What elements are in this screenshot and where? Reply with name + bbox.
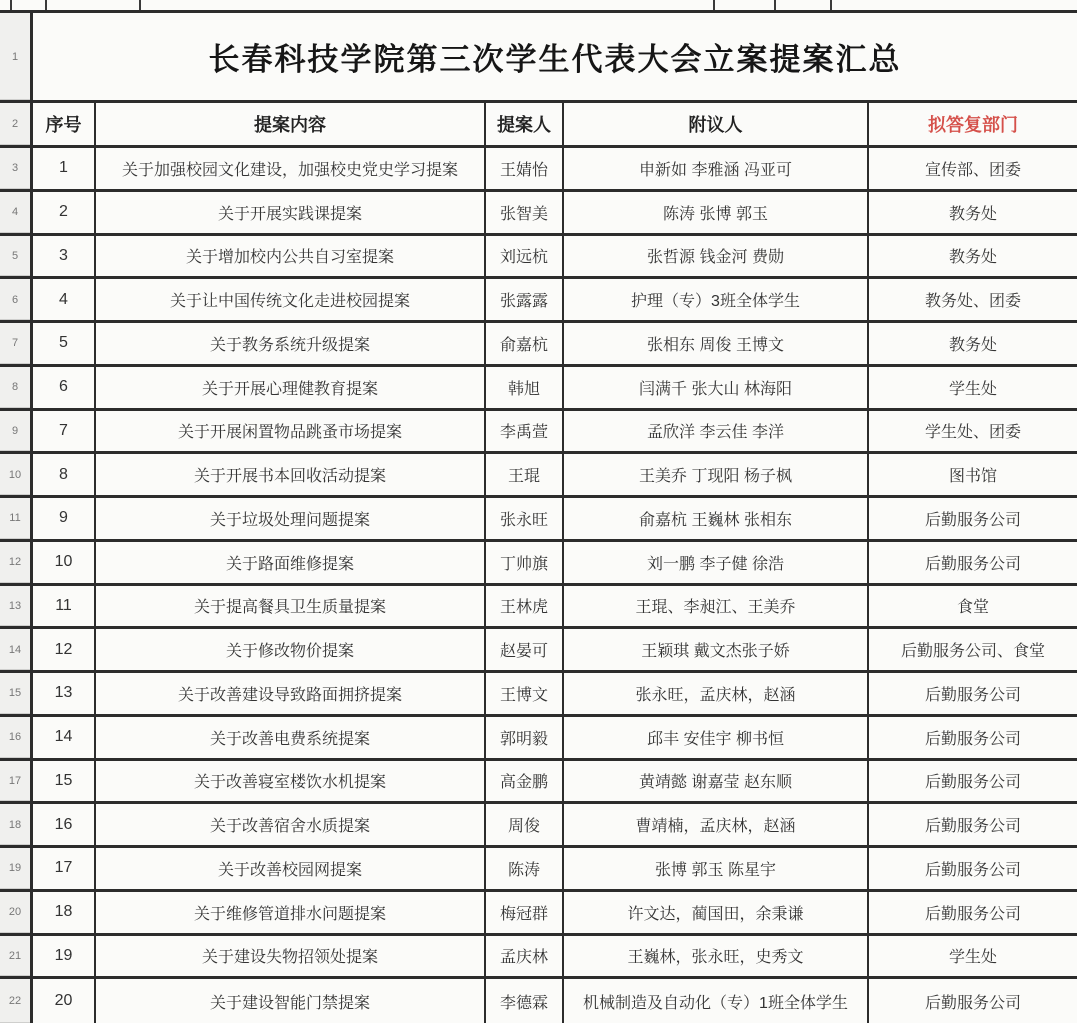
cell-content: 关于让中国传统文化走进校园提案 bbox=[96, 279, 486, 320]
cell-no: 13 bbox=[33, 673, 96, 714]
cell-content: 关于提高餐具卫生质量提案 bbox=[96, 586, 486, 627]
cell-no: 7 bbox=[33, 411, 96, 452]
cell-department: 教务处 bbox=[948, 249, 997, 267]
cell-content: 关于增加校内公共自习室提案 bbox=[96, 236, 486, 277]
table-row bbox=[0, 979, 1077, 1023]
table-row bbox=[0, 411, 1077, 455]
cell-content: 关于修改物价提案 bbox=[96, 629, 486, 670]
cell-department: 宣传部、团委 bbox=[924, 161, 1021, 179]
cell-no: 5 bbox=[33, 323, 96, 364]
cell-seconders: 机械制造及自动化（专）1班全体学生 bbox=[564, 979, 869, 1023]
cell-department: 后勤服务公司 bbox=[924, 686, 1021, 704]
cell-content: 关于开展书本回收活动提案 bbox=[96, 454, 486, 495]
cell-department: 图书馆 bbox=[948, 468, 997, 486]
cell-no: 1 bbox=[33, 148, 96, 189]
cell-seconders: 申新如 李雅涵 冯亚可 bbox=[564, 148, 869, 189]
cell-no: 11 bbox=[33, 586, 96, 627]
title-row bbox=[0, 13, 1077, 103]
row-number: 15 bbox=[0, 673, 33, 714]
cell-proposer: 张永旺 bbox=[486, 498, 564, 539]
cutoff-row-remnant bbox=[0, 0, 1077, 13]
cell-no: 19 bbox=[33, 936, 96, 977]
cell-no: 4 bbox=[33, 279, 96, 320]
grid-line bbox=[45, 0, 47, 10]
cell-department: 食堂 bbox=[956, 599, 989, 617]
cell-department: 教务处、团委 bbox=[924, 293, 1021, 311]
cell-department: 后勤服务公司 bbox=[924, 994, 1021, 1012]
cell-content: 关于改善宿舍水质提案 bbox=[96, 804, 486, 845]
cell-proposer: 梅冠群 bbox=[486, 892, 564, 933]
cell-department: 后勤服务公司 bbox=[924, 774, 1021, 792]
cell-content: 关于加强校园文化建设，加强校史党史学习提案 bbox=[96, 148, 486, 189]
page-title: 长春科技学院第三次学生代表大会立案提案汇总 bbox=[208, 42, 902, 77]
row-number: 13 bbox=[0, 586, 33, 627]
table-row bbox=[0, 498, 1077, 542]
table-row bbox=[0, 279, 1077, 323]
table-row bbox=[0, 148, 1077, 192]
cell-content: 关于改善建设导致路面拥挤提案 bbox=[96, 673, 486, 714]
header-content: 提案内容 bbox=[96, 103, 486, 145]
cell-proposer: 俞嘉杭 bbox=[486, 323, 564, 364]
cell-seconders: 闫满千 张大山 林海阳 bbox=[564, 367, 869, 408]
cell-content: 关于垃圾处理问题提案 bbox=[96, 498, 486, 539]
cell-seconders: 张博 郭玉 陈星宇 bbox=[564, 848, 869, 889]
row-number: 3 bbox=[0, 148, 33, 189]
cell-seconders: 张哲源 钱金河 费勋 bbox=[564, 236, 869, 277]
grid-line bbox=[10, 0, 12, 10]
cell-content: 关于改善校园网提案 bbox=[96, 848, 486, 889]
cell-department: 后勤服务公司 bbox=[924, 511, 1021, 529]
table-row bbox=[0, 542, 1077, 586]
cell-proposer: 王婧怡 bbox=[486, 148, 564, 189]
table-row bbox=[0, 323, 1077, 367]
header-no: 序号 bbox=[33, 103, 96, 145]
table-row bbox=[0, 629, 1077, 673]
row-number: 2 bbox=[0, 103, 33, 145]
cell-no: 6 bbox=[33, 367, 96, 408]
cell-proposer: 韩旭 bbox=[486, 367, 564, 408]
cell-content: 关于教务系统升级提案 bbox=[96, 323, 486, 364]
cell-proposer: 王琨 bbox=[486, 454, 564, 495]
row-number: 18 bbox=[0, 804, 33, 845]
row-number: 11 bbox=[0, 498, 33, 539]
row-number: 14 bbox=[0, 629, 33, 670]
cell-content: 关于建设智能门禁提案 bbox=[96, 979, 486, 1023]
cell-content: 关于改善寝室楼饮水机提案 bbox=[96, 761, 486, 802]
table-header-row bbox=[0, 103, 1077, 148]
cell-seconders: 陈涛 张博 郭玉 bbox=[564, 192, 869, 233]
cell-content: 关于开展实践课提案 bbox=[96, 192, 486, 233]
cell-proposer: 郭明毅 bbox=[486, 717, 564, 758]
cell-department: 学生处 bbox=[948, 949, 997, 967]
cell-department: 学生处、团委 bbox=[924, 424, 1021, 442]
cell-department: 后勤服务公司 bbox=[924, 555, 1021, 573]
table-row bbox=[0, 367, 1077, 411]
row-number: 16 bbox=[0, 717, 33, 758]
cell-no: 15 bbox=[33, 761, 96, 802]
cell-seconders: 俞嘉杭 王巍林 张相东 bbox=[564, 498, 869, 539]
row-number: 12 bbox=[0, 542, 33, 583]
cell-seconders: 王颖琪 戴文杰张子娇 bbox=[564, 629, 869, 670]
row-number: 21 bbox=[0, 936, 33, 977]
row-number: 20 bbox=[0, 892, 33, 933]
row-number: 8 bbox=[0, 367, 33, 408]
table-row bbox=[0, 586, 1077, 630]
cell-proposer: 高金鹏 bbox=[486, 761, 564, 802]
cell-no: 16 bbox=[33, 804, 96, 845]
table-row bbox=[0, 192, 1077, 236]
cell-seconders: 张永旺，孟庆林，赵涵 bbox=[564, 673, 869, 714]
cell-no: 10 bbox=[33, 542, 96, 583]
cell-seconders: 曹靖楠，孟庆林，赵涵 bbox=[564, 804, 869, 845]
cell-proposer: 张露露 bbox=[486, 279, 564, 320]
grid-line bbox=[139, 0, 141, 10]
table-row bbox=[0, 236, 1077, 280]
cell-seconders: 孟欣洋 李云佳 李洋 bbox=[564, 411, 869, 452]
row-number: 4 bbox=[0, 192, 33, 233]
cell-no: 20 bbox=[33, 979, 96, 1023]
cell-content: 关于建设失物招领处提案 bbox=[96, 936, 486, 977]
cell-proposer: 张智美 bbox=[486, 192, 564, 233]
table-row bbox=[0, 848, 1077, 892]
cell-seconders: 许文达，蔺国田，余秉谦 bbox=[564, 892, 869, 933]
cell-department: 后勤服务公司 bbox=[924, 861, 1021, 879]
row-number: 17 bbox=[0, 761, 33, 802]
cell-no: 12 bbox=[33, 629, 96, 670]
cell-no: 18 bbox=[33, 892, 96, 933]
cell-no: 2 bbox=[33, 192, 96, 233]
cell-seconders: 王琨、李昶江、王美乔 bbox=[564, 586, 869, 627]
cell-seconders: 护理（专）3班全体学生 bbox=[564, 279, 869, 320]
header-seconder: 附议人 bbox=[564, 103, 869, 145]
table-body bbox=[0, 148, 1077, 1023]
cell-proposer: 赵晏可 bbox=[486, 629, 564, 670]
table-row bbox=[0, 892, 1077, 936]
cell-content: 关于维修管道排水问题提案 bbox=[96, 892, 486, 933]
table-row bbox=[0, 936, 1077, 980]
cell-department: 教务处 bbox=[948, 336, 997, 354]
cell-proposer: 刘远杭 bbox=[486, 236, 564, 277]
cell-no: 8 bbox=[33, 454, 96, 495]
cell-content: 关于开展闲置物品跳蚤市场提案 bbox=[96, 411, 486, 452]
cell-proposer: 王博文 bbox=[486, 673, 564, 714]
cell-seconders: 张相东 周俊 王博文 bbox=[564, 323, 869, 364]
grid-line bbox=[713, 0, 715, 10]
row-number: 6 bbox=[0, 279, 33, 320]
cell-seconders: 王巍林，张永旺，史秀文 bbox=[564, 936, 869, 977]
cell-no: 9 bbox=[33, 498, 96, 539]
cell-content: 关于路面维修提案 bbox=[96, 542, 486, 583]
cell-seconders: 邱丰 安佳宇 柳书恒 bbox=[564, 717, 869, 758]
cell-proposer: 李禹萱 bbox=[486, 411, 564, 452]
cell-proposer: 周俊 bbox=[486, 804, 564, 845]
cell-seconders: 刘一鹏 李子健 徐浩 bbox=[564, 542, 869, 583]
row-number: 7 bbox=[0, 323, 33, 364]
cell-proposer: 孟庆林 bbox=[486, 936, 564, 977]
table-row bbox=[0, 717, 1077, 761]
row-number: 22 bbox=[0, 979, 33, 1023]
cell-proposer: 陈涛 bbox=[486, 848, 564, 889]
cell-seconders: 王美乔 丁现阳 杨子枫 bbox=[564, 454, 869, 495]
cell-proposer: 李德霖 bbox=[486, 979, 564, 1023]
cell-no: 17 bbox=[33, 848, 96, 889]
cell-department: 教务处 bbox=[948, 205, 997, 223]
cell-department: 后勤服务公司 bbox=[924, 730, 1021, 748]
table-row bbox=[0, 454, 1077, 498]
row-number: 5 bbox=[0, 236, 33, 277]
row-number: 9 bbox=[0, 411, 33, 452]
cell-proposer: 王林虎 bbox=[486, 586, 564, 627]
header-department: 拟答复部门 bbox=[928, 115, 1018, 135]
row-number: 19 bbox=[0, 848, 33, 889]
table-row bbox=[0, 761, 1077, 805]
row-number: 1 bbox=[0, 13, 33, 100]
grid-line bbox=[774, 0, 776, 10]
cell-department: 后勤服务公司 bbox=[924, 905, 1021, 923]
table-row bbox=[0, 804, 1077, 848]
cell-no: 14 bbox=[33, 717, 96, 758]
cell-department: 后勤服务公司、食堂 bbox=[900, 643, 1045, 661]
table-row bbox=[0, 673, 1077, 717]
grid-line bbox=[830, 0, 832, 10]
cell-content: 关于改善电费系统提案 bbox=[96, 717, 486, 758]
cell-department: 学生处 bbox=[948, 380, 997, 398]
cell-department: 后勤服务公司 bbox=[924, 818, 1021, 836]
row-number: 10 bbox=[0, 454, 33, 495]
header-proposer: 提案人 bbox=[486, 103, 564, 145]
cell-proposer: 丁帅旗 bbox=[486, 542, 564, 583]
cell-no: 3 bbox=[33, 236, 96, 277]
cell-content: 关于开展心理健教育提案 bbox=[96, 367, 486, 408]
cell-seconders: 黄靖懿 谢嘉莹 赵东顺 bbox=[564, 761, 869, 802]
